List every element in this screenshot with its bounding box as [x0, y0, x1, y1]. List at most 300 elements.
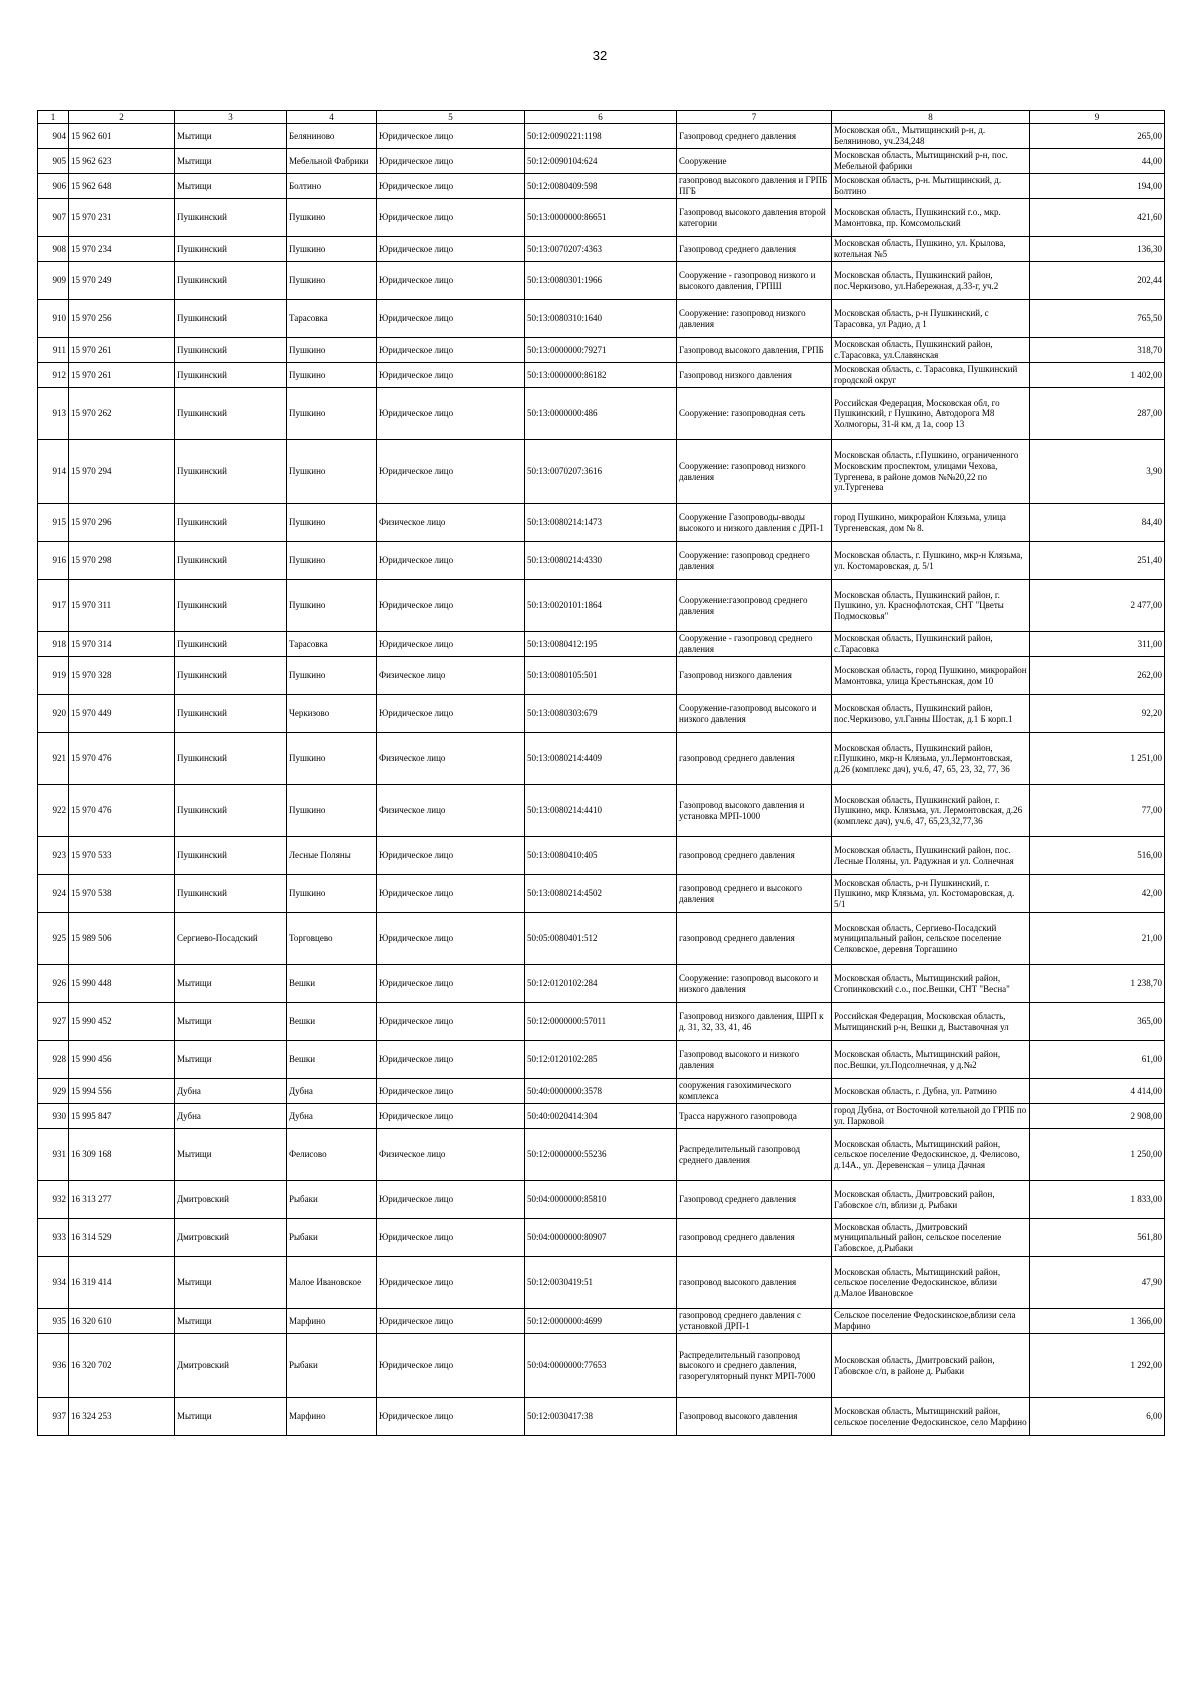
row-number-cell: 935: [38, 1309, 69, 1334]
cadastral-number-cell: 50:05:0080401:512: [525, 913, 677, 965]
address-cell: Московская область, г. Дубна, ул. Ратмино: [832, 1079, 1030, 1104]
object-code-cell: 16 320 610: [69, 1309, 175, 1334]
owner-type-cell: Юридическое лицо: [377, 1104, 525, 1129]
cadastral-number-cell: 50:13:0080310:1640: [525, 300, 677, 338]
address-cell: Московская область, Мытищинский район, сельское поселение Федоскинское, д. Фелисово, д.14А., ул. Деревенская – улица Дачная: [832, 1129, 1030, 1181]
district-cell: Пушкинский: [175, 440, 287, 504]
object-code-cell: 15 970 296: [69, 504, 175, 542]
object-name-cell: Сооружение: газопроводная сеть: [677, 388, 832, 440]
header-row: [38, 111, 1165, 124]
object-name-cell: Сооружение-газопровод высокого и низкого давления: [677, 695, 832, 733]
locality-cell: Пушкино: [287, 262, 377, 300]
locality-cell: Пушкино: [287, 504, 377, 542]
locality-cell: Пушкино: [287, 785, 377, 837]
row-number-cell: 932: [38, 1181, 69, 1219]
locality-cell: Тарасовка: [287, 300, 377, 338]
cadastral-number-cell: 50:04:0000000:85810: [525, 1181, 677, 1219]
object-code-cell: 15 989 506: [69, 913, 175, 965]
locality-cell: Марфино: [287, 1309, 377, 1334]
object-name-cell: газопровод среднего давления: [677, 1219, 832, 1257]
owner-type-cell: Юридическое лицо: [377, 542, 525, 580]
cadastral-number-cell: 50:13:0080410:405: [525, 837, 677, 875]
district-cell: Сергиево-Посадский: [175, 913, 287, 965]
locality-cell: Вешки: [287, 1003, 377, 1041]
row-number-cell: 922: [38, 785, 69, 837]
owner-type-cell: Юридическое лицо: [377, 837, 525, 875]
table-row: [38, 388, 1165, 440]
table-row: [38, 1181, 1165, 1219]
district-cell: Пушкинский: [175, 695, 287, 733]
row-number-cell: 910: [38, 300, 69, 338]
owner-type-cell: Юридическое лицо: [377, 124, 525, 149]
length-cell: 47,90: [1030, 1257, 1165, 1309]
district-cell: Пушкинский: [175, 262, 287, 300]
table-row: [38, 199, 1165, 237]
address-cell: Московская область, Сергиево-Посадский муниципальный район, сельское поселение Селковское, деревня Торгашино: [832, 913, 1030, 965]
locality-cell: Лесные Поляны: [287, 837, 377, 875]
object-code-cell: 15 970 256: [69, 300, 175, 338]
object-code-cell: 15 962 623: [69, 149, 175, 174]
object-name-cell: Сооружение - газопровод среднего давления: [677, 632, 832, 657]
table-row: [38, 580, 1165, 632]
length-cell: 6,00: [1030, 1398, 1165, 1436]
length-cell: 92,20: [1030, 695, 1165, 733]
row-number-cell: 916: [38, 542, 69, 580]
object-name-cell: Газопровод среднего давления: [677, 124, 832, 149]
length-cell: 1 366,00: [1030, 1309, 1165, 1334]
column-header: 8: [832, 111, 1030, 124]
object-code-cell: 15 970 314: [69, 632, 175, 657]
locality-cell: Черкизово: [287, 695, 377, 733]
table-row: [38, 1003, 1165, 1041]
table-row: [38, 1398, 1165, 1436]
owner-type-cell: Юридическое лицо: [377, 300, 525, 338]
owner-type-cell: Юридическое лицо: [377, 440, 525, 504]
district-cell: Мытищи: [175, 149, 287, 174]
page-number: 32: [592, 48, 608, 63]
length-cell: 42,00: [1030, 875, 1165, 913]
district-cell: Пушкинский: [175, 785, 287, 837]
district-cell: Мытищи: [175, 1398, 287, 1436]
table-row: [38, 1334, 1165, 1398]
owner-type-cell: Физическое лицо: [377, 733, 525, 785]
row-number-cell: 920: [38, 695, 69, 733]
district-cell: Мытищи: [175, 1003, 287, 1041]
object-code-cell: 15 970 294: [69, 440, 175, 504]
cadastral-number-cell: 50:13:0000000:486: [525, 388, 677, 440]
cadastral-number-cell: 50:13:0080301:1966: [525, 262, 677, 300]
column-header: 6: [525, 111, 677, 124]
district-cell: Мытищи: [175, 1257, 287, 1309]
object-name-cell: Сооружение: газопровод высокого и низкого давления: [677, 965, 832, 1003]
length-cell: 765,50: [1030, 300, 1165, 338]
object-code-cell: 15 990 448: [69, 965, 175, 1003]
row-number-cell: 914: [38, 440, 69, 504]
length-cell: 4 414,00: [1030, 1079, 1165, 1104]
row-number-cell: 937: [38, 1398, 69, 1436]
object-name-cell: Газопровод среднего давления: [677, 237, 832, 262]
object-code-cell: 15 970 261: [69, 363, 175, 388]
owner-type-cell: Юридическое лицо: [377, 580, 525, 632]
row-number-cell: 933: [38, 1219, 69, 1257]
cadastral-number-cell: 50:13:0020101:1864: [525, 580, 677, 632]
object-name-cell: Газопровод низкого давления: [677, 657, 832, 695]
owner-type-cell: Физическое лицо: [377, 504, 525, 542]
owner-type-cell: Юридическое лицо: [377, 1003, 525, 1041]
column-header: 1: [38, 111, 69, 124]
locality-cell: Тарасовка: [287, 632, 377, 657]
address-cell: Московская область, Мытищинский район, сельское поселение Федоскинское, село Марфино: [832, 1398, 1030, 1436]
district-cell: Пушкинский: [175, 237, 287, 262]
table-row: [38, 632, 1165, 657]
cadastral-number-cell: 50:13:0080214:4502: [525, 875, 677, 913]
district-cell: Пушкинский: [175, 542, 287, 580]
cadastral-number-cell: 50:12:0120102:285: [525, 1041, 677, 1079]
locality-cell: Беляниново: [287, 124, 377, 149]
table-row: [38, 124, 1165, 149]
object-code-cell: 15 970 476: [69, 785, 175, 837]
length-cell: 202,44: [1030, 262, 1165, 300]
owner-type-cell: Юридическое лицо: [377, 1257, 525, 1309]
object-code-cell: 16 320 702: [69, 1334, 175, 1398]
owner-type-cell: Юридическое лицо: [377, 965, 525, 1003]
length-cell: 1 250,00: [1030, 1129, 1165, 1181]
owner-type-cell: Физическое лицо: [377, 785, 525, 837]
object-name-cell: газопровод среднего давления: [677, 733, 832, 785]
column-header: 7: [677, 111, 832, 124]
object-code-cell: 15 970 533: [69, 837, 175, 875]
object-name-cell: Сооружение:газопровод среднего давления: [677, 580, 832, 632]
locality-cell: Рыбаки: [287, 1181, 377, 1219]
address-cell: Московская область, Пушкино, ул. Крылова, котельная №5: [832, 237, 1030, 262]
owner-type-cell: Физическое лицо: [377, 657, 525, 695]
length-cell: 1 833,00: [1030, 1181, 1165, 1219]
address-cell: Московская область, Дмитровский муниципальный район, сельское поселение Габовское, д.Рыбаки: [832, 1219, 1030, 1257]
object-code-cell: 15 994 556: [69, 1079, 175, 1104]
length-cell: 77,00: [1030, 785, 1165, 837]
owner-type-cell: Юридическое лицо: [377, 1079, 525, 1104]
owner-type-cell: Юридическое лицо: [377, 388, 525, 440]
district-cell: Пушкинский: [175, 300, 287, 338]
table-row: [38, 695, 1165, 733]
address-cell: Московская область, р-н. Мытищинский, д. Болтино: [832, 174, 1030, 199]
object-name-cell: Газопровод низкого давления: [677, 363, 832, 388]
table-row: [38, 1219, 1165, 1257]
locality-cell: Малое Ивановское: [287, 1257, 377, 1309]
locality-cell: Пушкино: [287, 733, 377, 785]
table-row: [38, 440, 1165, 504]
owner-type-cell: Юридическое лицо: [377, 1181, 525, 1219]
district-cell: Пушкинский: [175, 632, 287, 657]
object-code-cell: 15 970 538: [69, 875, 175, 913]
cadastral-number-cell: 50:40:0020414:304: [525, 1104, 677, 1129]
address-cell: Московская область, город Пушкино, микрорайон Мамонтовка, улица Крестьянская, дом 10: [832, 657, 1030, 695]
table-row: [38, 149, 1165, 174]
row-number-cell: 924: [38, 875, 69, 913]
object-name-cell: Сооружение: газопровод низкого давления: [677, 300, 832, 338]
row-number-cell: 907: [38, 199, 69, 237]
length-cell: 194,00: [1030, 174, 1165, 199]
object-name-cell: Трасса наружного газопровода: [677, 1104, 832, 1129]
object-name-cell: Сооружение: газопровод низкого давления: [677, 440, 832, 504]
address-cell: Московская область, Дмитровский район, Габовское с/п, в районе д. Рыбаки: [832, 1334, 1030, 1398]
object-name-cell: газопровод среднего давления: [677, 837, 832, 875]
owner-type-cell: Юридическое лицо: [377, 1309, 525, 1334]
cadastral-number-cell: 50:12:0030419:51: [525, 1257, 677, 1309]
object-code-cell: 15 990 456: [69, 1041, 175, 1079]
locality-cell: Болтино: [287, 174, 377, 199]
address-cell: Московская область, Пушкинский район, с.Тарасовка: [832, 632, 1030, 657]
cadastral-number-cell: 50:12:0090221:1198: [525, 124, 677, 149]
address-cell: Московская область, Мытищинский район, пос.Вешки, ул.Подсолнечная, у д.№2: [832, 1041, 1030, 1079]
length-cell: 84,40: [1030, 504, 1165, 542]
row-number-cell: 921: [38, 733, 69, 785]
table-row: [38, 174, 1165, 199]
address-cell: Московская область, Пушкинский район, г. Пушкино, мкр. Клязьма, ул. Лермонтовская, д.26 (комплекс дач), уч.6, 47, 65,23,32,77,36: [832, 785, 1030, 837]
object-code-cell: 15 995 847: [69, 1104, 175, 1129]
owner-type-cell: Юридическое лицо: [377, 262, 525, 300]
cadastral-number-cell: 50:12:0120102:284: [525, 965, 677, 1003]
object-name-cell: Сооружение: газопровод среднего давления: [677, 542, 832, 580]
column-header: 4: [287, 111, 377, 124]
district-cell: Дмитровский: [175, 1334, 287, 1398]
table-row: [38, 300, 1165, 338]
length-cell: 1 292,00: [1030, 1334, 1165, 1398]
object-name-cell: Сооружение Газопроводы-вводы высокого и низкого давления с ДРП-1: [677, 504, 832, 542]
owner-type-cell: Юридическое лицо: [377, 913, 525, 965]
locality-cell: Пушкино: [287, 657, 377, 695]
owner-type-cell: Юридическое лицо: [377, 199, 525, 237]
district-cell: Дубна: [175, 1104, 287, 1129]
locality-cell: Фелисово: [287, 1129, 377, 1181]
table-row: [38, 965, 1165, 1003]
object-code-cell: 15 970 449: [69, 695, 175, 733]
locality-cell: Торговцево: [287, 913, 377, 965]
table-row: [38, 237, 1165, 262]
address-cell: Московская обл., Мытищинский р-н, д. Беляниново, уч.234,248: [832, 124, 1030, 149]
address-cell: город Пушкино, микрорайон Клязьма, улица Тургеневская, дом № 8.: [832, 504, 1030, 542]
table-row: [38, 913, 1165, 965]
object-name-cell: Газопровод высокого давления второй категории: [677, 199, 832, 237]
owner-type-cell: Юридическое лицо: [377, 1219, 525, 1257]
cadastral-number-cell: 50:12:0080409:598: [525, 174, 677, 199]
owner-type-cell: Юридическое лицо: [377, 174, 525, 199]
object-name-cell: Распределительный газопровод среднего давления: [677, 1129, 832, 1181]
locality-cell: Вешки: [287, 1041, 377, 1079]
object-code-cell: 16 314 529: [69, 1219, 175, 1257]
cadastral-number-cell: 50:13:0080214:1473: [525, 504, 677, 542]
cadastral-number-cell: 50:12:0030417:38: [525, 1398, 677, 1436]
address-cell: Московская область, г. Пушкино, мкр-н Клязьма, ул. Костомаровская, д. 5/1: [832, 542, 1030, 580]
cadastral-number-cell: 50:04:0000000:80907: [525, 1219, 677, 1257]
row-number-cell: 923: [38, 837, 69, 875]
row-number-cell: 913: [38, 388, 69, 440]
district-cell: Пушкинский: [175, 199, 287, 237]
table-row: [38, 837, 1165, 875]
row-number-cell: 917: [38, 580, 69, 632]
cadastral-number-cell: 50:13:0000000:86182: [525, 363, 677, 388]
table-row: [38, 504, 1165, 542]
length-cell: 265,00: [1030, 124, 1165, 149]
object-code-cell: 15 970 261: [69, 338, 175, 363]
table-row: [38, 1129, 1165, 1181]
row-number-cell: 936: [38, 1334, 69, 1398]
district-cell: Пушкинский: [175, 733, 287, 785]
object-code-cell: 15 962 601: [69, 124, 175, 149]
object-code-cell: 15 990 452: [69, 1003, 175, 1041]
table-row: [38, 785, 1165, 837]
length-cell: 421,60: [1030, 199, 1165, 237]
locality-cell: Мебельной Фабрики: [287, 149, 377, 174]
length-cell: 262,00: [1030, 657, 1165, 695]
row-number-cell: 909: [38, 262, 69, 300]
cadastral-number-cell: 50:13:0080303:679: [525, 695, 677, 733]
column-header: 3: [175, 111, 287, 124]
address-cell: Московская область, Пушкинский г.о., мкр. Мамонтовка, пр. Комсомольский: [832, 199, 1030, 237]
district-cell: Пушкинский: [175, 657, 287, 695]
object-name-cell: Сооружение - газопровод низкого и высокого давления, ГРПШ: [677, 262, 832, 300]
address-cell: Московская область, р-н Пушкинский, г. Пушкино, мкр Клязьма, ул. Костомаровская, д. 5/1: [832, 875, 1030, 913]
cadastral-number-cell: 50:13:0070207:3616: [525, 440, 677, 504]
table-row: [38, 1079, 1165, 1104]
address-cell: Российская Федерация, Московская область, Мытищинский р-н, Вешки д, Выставочная ул: [832, 1003, 1030, 1041]
cadastral-number-cell: 50:40:0000000:3578: [525, 1079, 677, 1104]
address-cell: Московская область, Пушкинский район, с.Тарасовка, ул.Славянская: [832, 338, 1030, 363]
object-name-cell: Газопровод среднего давления: [677, 1181, 832, 1219]
address-cell: Московская область, Дмитровский район, Габовское с/п, вблизи д. Рыбаки: [832, 1181, 1030, 1219]
length-cell: 1 238,70: [1030, 965, 1165, 1003]
object-code-cell: 15 970 249: [69, 262, 175, 300]
locality-cell: Пушкино: [287, 388, 377, 440]
district-cell: Пушкинский: [175, 875, 287, 913]
address-cell: Московская область, Мытищинский район, сельское поселение Федоскинское, вблизи д.Малое Ивановское: [832, 1257, 1030, 1309]
district-cell: Мытищи: [175, 1309, 287, 1334]
locality-cell: Пушкино: [287, 875, 377, 913]
row-number-cell: 929: [38, 1079, 69, 1104]
cadastral-number-cell: 50:13:0000000:79271: [525, 338, 677, 363]
object-code-cell: 16 309 168: [69, 1129, 175, 1181]
row-number-cell: 928: [38, 1041, 69, 1079]
length-cell: 44,00: [1030, 149, 1165, 174]
object-code-cell: 16 313 277: [69, 1181, 175, 1219]
locality-cell: Вешки: [287, 965, 377, 1003]
row-number-cell: 905: [38, 149, 69, 174]
address-cell: Московская область, Мытищинский р-н, пос. Мебельной фабрики: [832, 149, 1030, 174]
district-cell: Пушкинский: [175, 580, 287, 632]
table-row: [38, 875, 1165, 913]
locality-cell: Пушкино: [287, 363, 377, 388]
object-code-cell: 15 970 311: [69, 580, 175, 632]
row-number-cell: 911: [38, 338, 69, 363]
length-cell: 365,00: [1030, 1003, 1165, 1041]
address-cell: Московская область, Пушкинский район, г. Пушкино, ул. Краснофлотская, СНТ "Цветы Подмосковья": [832, 580, 1030, 632]
address-cell: Московская область, Пушкинский район, пос. Лесные Поляны, ул. Радужная и ул. Солнечная: [832, 837, 1030, 875]
row-number-cell: 930: [38, 1104, 69, 1129]
object-code-cell: 15 970 328: [69, 657, 175, 695]
district-cell: Пушкинский: [175, 363, 287, 388]
district-cell: Дубна: [175, 1079, 287, 1104]
address-cell: город Дубна, от Восточной котельной до ГРПБ по ул. Парковой: [832, 1104, 1030, 1129]
address-cell: Московская область, р-н Пушкинский, с Тарасовка, ул Радио, д 1: [832, 300, 1030, 338]
object-code-cell: 15 970 234: [69, 237, 175, 262]
object-name-cell: газопровод среднего и высокого давления: [677, 875, 832, 913]
cadastral-number-cell: 50:13:0080412:195: [525, 632, 677, 657]
row-number-cell: 908: [38, 237, 69, 262]
length-cell: 61,00: [1030, 1041, 1165, 1079]
address-cell: Российская Федерация, Московская обл, го Пушкинский, г Пушкино, Автодорога М8 Холмогоры, 31-й км, д 1а, соор 13: [832, 388, 1030, 440]
district-cell: Пушкинский: [175, 504, 287, 542]
address-cell: Московская область, г.Пушкино, ограниченного Московским проспектом, улицами Чехова, Тургенева, в районе домов №№20,22 по ул.Тургенева: [832, 440, 1030, 504]
locality-cell: Пушкино: [287, 542, 377, 580]
length-cell: 2 908,00: [1030, 1104, 1165, 1129]
length-cell: 516,00: [1030, 837, 1165, 875]
table-row: [38, 542, 1165, 580]
district-cell: Мытищи: [175, 965, 287, 1003]
locality-cell: Пушкино: [287, 199, 377, 237]
object-name-cell: газопровод высокого давления: [677, 1257, 832, 1309]
object-code-cell: 16 324 253: [69, 1398, 175, 1436]
row-number-cell: 931: [38, 1129, 69, 1181]
row-number-cell: 915: [38, 504, 69, 542]
locality-cell: Пушкино: [287, 237, 377, 262]
object-name-cell: Сооружение: [677, 149, 832, 174]
row-number-cell: 906: [38, 174, 69, 199]
object-name-cell: Газопровод низкого давления, ШРП к д. 31, 32, 33, 41, 46: [677, 1003, 832, 1041]
row-number-cell: 912: [38, 363, 69, 388]
object-name-cell: газопровод среднего давления: [677, 913, 832, 965]
owner-type-cell: Юридическое лицо: [377, 338, 525, 363]
object-name-cell: Распределительный газопровод высокого и среднего давления, газорегуляторный пункт МРП-7000: [677, 1334, 832, 1398]
length-cell: 1 402,00: [1030, 363, 1165, 388]
row-number-cell: 927: [38, 1003, 69, 1041]
district-cell: Мытищи: [175, 1041, 287, 1079]
cadastral-number-cell: 50:13:0080214:4410: [525, 785, 677, 837]
district-cell: Мытищи: [175, 124, 287, 149]
table-row: [38, 1104, 1165, 1129]
address-cell: Сельское поселение Федоскинское,вблизи села Марфино: [832, 1309, 1030, 1334]
registry-table: [37, 110, 1165, 1436]
length-cell: 251,40: [1030, 542, 1165, 580]
row-number-cell: 934: [38, 1257, 69, 1309]
district-cell: Мытищи: [175, 1129, 287, 1181]
district-cell: Мытищи: [175, 174, 287, 199]
column-header: 9: [1030, 111, 1165, 124]
locality-cell: Рыбаки: [287, 1219, 377, 1257]
owner-type-cell: Юридическое лицо: [377, 1334, 525, 1398]
owner-type-cell: Юридическое лицо: [377, 1398, 525, 1436]
object-name-cell: Газопровод высокого и низкого давления: [677, 1041, 832, 1079]
row-number-cell: 925: [38, 913, 69, 965]
address-cell: Московская область, Пушкинский район, пос.Черкизово, ул.Набережная, д.33-г, уч.2: [832, 262, 1030, 300]
length-cell: 561,80: [1030, 1219, 1165, 1257]
district-cell: Дмитровский: [175, 1181, 287, 1219]
owner-type-cell: Юридическое лицо: [377, 695, 525, 733]
address-cell: Московская область, Пушкинский район, пос.Черкизово, ул.Ганны Шостак, д.1 Б корп.1: [832, 695, 1030, 733]
table-row: [38, 1257, 1165, 1309]
district-cell: Пушкинский: [175, 837, 287, 875]
district-cell: Дмитровский: [175, 1219, 287, 1257]
object-name-cell: Газопровод высокого давления: [677, 1398, 832, 1436]
length-cell: 287,00: [1030, 388, 1165, 440]
address-cell: Московская область, Мытищинский район, Сгопинковский с.о., пос.Вешки, СНТ "Весна": [832, 965, 1030, 1003]
cadastral-number-cell: 50:12:0090104:624: [525, 149, 677, 174]
object-code-cell: 15 970 298: [69, 542, 175, 580]
length-cell: 3,90: [1030, 440, 1165, 504]
table-row: [38, 733, 1165, 785]
table-row: [38, 262, 1165, 300]
object-name-cell: Газопровод высокого давления и установка МРП-1000: [677, 785, 832, 837]
address-cell: Московская область, Пушкинский район, г.Пушкино, мкр-н Клязьма, ул.Лермонтовская, д.26 (комплекс дач), уч.6, 47, 65, 23, 32, 77, 36: [832, 733, 1030, 785]
